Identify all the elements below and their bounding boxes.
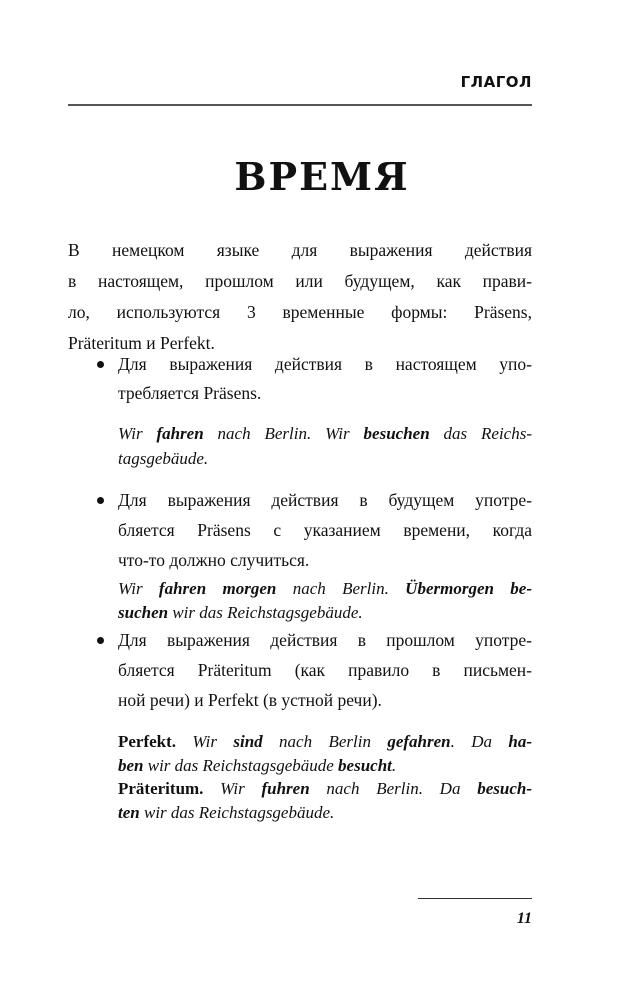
text-segment: ной речи) и Perfekt (в устной речи).: [118, 690, 382, 710]
text-segment: nach Berlin. Da: [309, 779, 478, 798]
bullet-icon: [97, 497, 104, 504]
example-line: [118, 776, 532, 802]
bold-verb: ben: [118, 756, 144, 775]
example-line: [118, 800, 532, 826]
text-segment: das Reichs-: [429, 424, 532, 443]
text-line: [118, 517, 532, 543]
page-number: 11: [516, 910, 532, 927]
bold-verb: suchen: [118, 603, 169, 622]
bold-verb: Übermorgen be-: [405, 579, 533, 598]
text-line: [68, 268, 532, 294]
bold-verb: besucht: [338, 756, 392, 775]
running-header: ГЛАГОЛ: [460, 73, 532, 91]
text-line: [118, 627, 532, 653]
text-line: [68, 237, 532, 263]
text-segment: wir das Reichstagsgebäude: [143, 756, 339, 775]
bold-verb: gefahren: [387, 732, 451, 751]
bold-verb: fahren: [156, 424, 204, 443]
text-segment: wir das Reichstagsgebäude.: [139, 803, 335, 822]
text-segment: Для выражения действия в будущем употре-: [118, 490, 532, 510]
bold-verb: fahren morgen: [158, 579, 277, 598]
text-segment: Wir: [176, 732, 234, 751]
text-segment: Для выражения действия в прошлом употре-: [118, 630, 532, 650]
text-segment: Wir: [118, 424, 157, 443]
text-line: [118, 351, 532, 377]
text-segment: В немецком языке для выражения действия: [68, 240, 532, 260]
bold-verb: besuch-: [477, 779, 532, 798]
text-line: [118, 487, 532, 513]
page-title: ВРЕМЯ: [234, 154, 410, 199]
text-segment: nach Berlin. Wir: [203, 424, 364, 443]
example-line: [118, 576, 532, 602]
example-line: [118, 446, 532, 472]
text-line: [118, 547, 532, 573]
header-rule: [68, 104, 532, 106]
text-segment: требляется Präsens.: [118, 383, 262, 403]
text-segment: tagsgebäude.: [118, 449, 209, 468]
bold-verb: ha-: [508, 732, 533, 751]
bold-verb: sind: [233, 732, 263, 751]
text-segment: wir das Reichstagsgebäude.: [168, 603, 363, 622]
example-line: [118, 729, 532, 755]
text-segment: в настоящем, прошлом или будущем, как прави-: [68, 271, 532, 291]
text-segment: Wir: [203, 779, 262, 798]
tense-label: Präteritum.: [118, 779, 204, 798]
example-line: [118, 600, 532, 626]
text-segment: бляется Präsens с указанием времени, когда: [118, 520, 532, 540]
bold-verb: ten: [118, 803, 140, 822]
example-line: [118, 421, 532, 447]
text-line: [118, 380, 532, 406]
text-segment: бляется Präteritum (как правило в письмен-: [118, 660, 532, 680]
footer-rule: [418, 898, 532, 899]
text-line: [68, 299, 532, 325]
text-segment: nach Berlin: [262, 732, 388, 751]
text-segment: nach Berlin.: [276, 579, 406, 598]
bold-verb: besuchen: [363, 424, 430, 443]
bullet-icon: [97, 637, 104, 644]
bullet-icon: [97, 361, 104, 368]
bold-verb: fuhren: [261, 779, 310, 798]
text-segment: ло, используются 3 временные формы: Präsens,: [68, 302, 532, 322]
text-line: [118, 687, 532, 713]
text-segment: . Da: [450, 732, 509, 751]
text-segment: Wir: [118, 579, 159, 598]
text-segment: Präteritum и Perfekt.: [68, 333, 215, 353]
text-segment: что-то должно случиться.: [118, 550, 310, 570]
tense-label: Perfekt.: [118, 732, 177, 751]
text-line: [118, 657, 532, 683]
text-segment: Для выражения действия в настоящем упо-: [118, 354, 532, 374]
text-segment: .: [391, 756, 397, 775]
